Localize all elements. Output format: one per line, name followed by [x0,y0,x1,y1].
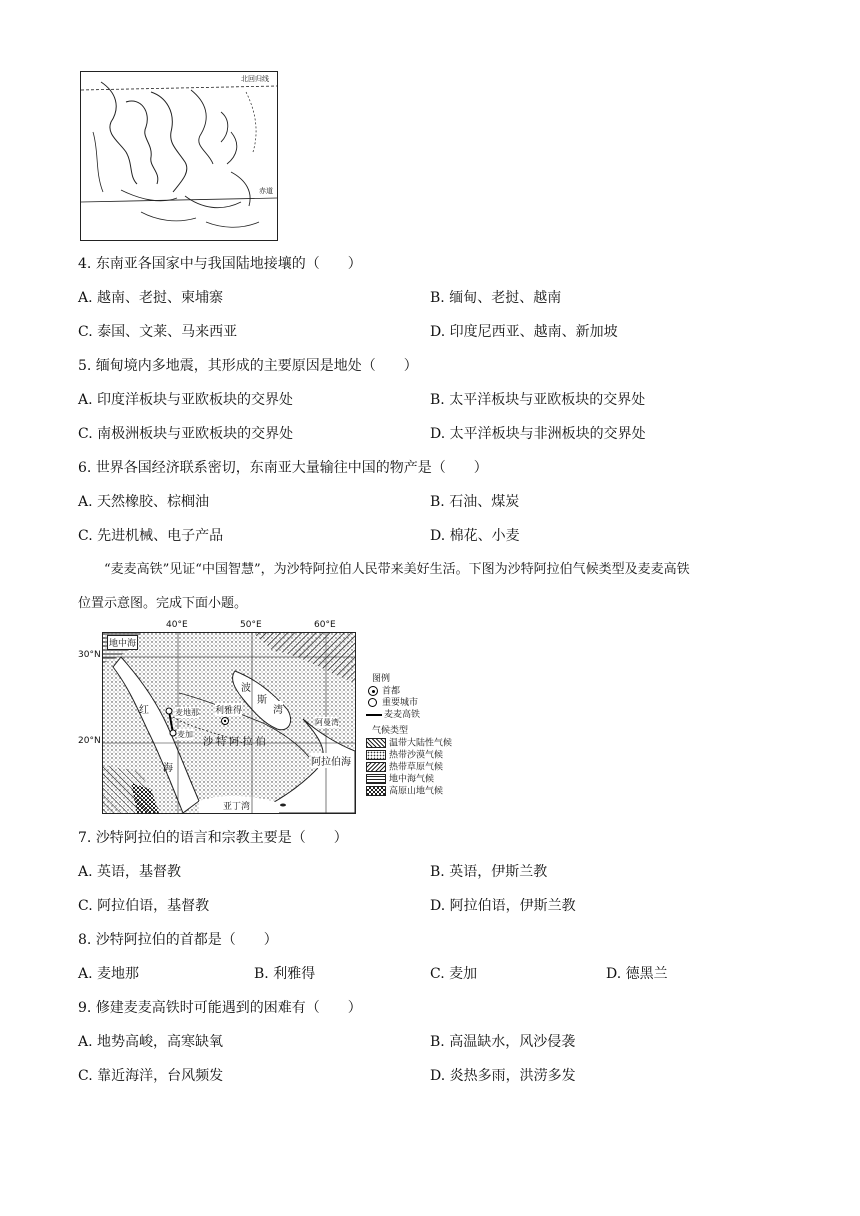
question-8-option-a: A. 麦地那 [78,966,140,982]
intro-line-1: “麦麦高铁”见证“中国智慧”，为沙特阿拉伯人民带来美好生活。下图为沙特阿拉伯气候类型及麦麦高铁 [104,562,690,577]
question-7-option-b: B. 英语，伊斯兰教 [430,864,548,880]
question-8: 8. 沙特阿拉伯的首都是（ ） [78,932,278,948]
label-mediterranean: 地中海 [107,635,138,650]
label-red-sea-2: 海 [163,763,173,774]
question-7-option-d: D. 阿拉伯语，伊斯兰教 [430,898,576,914]
question-8-option-d: D. 德黑兰 [606,966,668,982]
label-gulf-1: 波 [241,679,251,694]
question-8-option-c: C. 麦加 [430,966,478,982]
railway-line-icon [366,714,382,716]
label-red-sea-1: 红 [139,705,149,716]
question-6-option-d: D. 棉花、小麦 [430,528,520,544]
climate-title: 气候类型 [372,726,409,736]
checker-pattern-icon [366,786,386,796]
legend-highland: 高原山地气候 [366,786,443,798]
question-9-option-d: D. 炎热多雨，洪涝多发 [430,1068,576,1084]
lon-label-40: 40°E [166,620,188,630]
southeast-asia-map [80,71,278,241]
label-oman-gulf: 阿曼湾 [315,718,339,727]
southeast-asia-map-drawing [81,72,277,240]
question-9: 9. 修建麦麦高铁时可能遇到的困难有（ ） [78,1000,362,1016]
label-gulf-3: 湾 [273,701,283,716]
question-6: 6. 世界各国经济联系密切，东南亚大量输往中国的物产是（ ） [78,460,488,476]
lon-label-50: 50°E [240,620,262,630]
label-arabian-sea: 阿拉伯海 [311,753,351,768]
question-7-option-a: A. 英语，基督教 [78,864,182,880]
question-5-option-b: B. 太平洋板块与亚欧板块的交界处 [430,392,646,408]
label-mecca: 麦加 [177,730,193,739]
question-9-option-a: A. 地势高峻，高寒缺氧 [78,1034,224,1050]
lon-label-60: 60°E [314,620,336,630]
tropic-label: 北回归线 [241,75,269,83]
intro-line-2: 位置示意图。完成下面小题。 [78,596,248,611]
question-5-option-a: A. 印度洋板块与亚欧板块的交界处 [78,392,294,408]
question-6-option-a: A. 天然橡胶、棕榈油 [78,494,210,510]
label-medina: 麦地那 [175,708,199,717]
question-5-option-c: C. 南极洲板块与亚欧板块的交界处 [78,426,294,442]
lat-label-20: 20°N [78,736,101,746]
capital-symbol-icon [368,686,378,696]
legend-tropical-savanna: 热带草原气候 [366,762,443,774]
question-9-option-c: C. 靠近海洋，台风频发 [78,1068,224,1084]
saudi-arabia-map [102,632,356,814]
question-4-option-a: A. 越南、老挝、柬埔寨 [78,290,224,306]
question-6-option-b: B. 石油、煤炭 [430,494,520,510]
reverse-hatch-icon [366,762,386,772]
question-5: 5. 缅甸境内多地震，其形成的主要原因是地处（ ） [78,358,418,374]
question-5-option-d: D. 太平洋板块与非洲板块的交界处 [430,426,646,442]
equator-label: 赤道 [259,187,273,195]
question-4-option-b: B. 缅甸、老挝、越南 [430,290,562,306]
legend-title: 图例 [372,674,391,684]
question-6-option-c: C. 先进机械、电子产品 [78,528,224,544]
legend-temperate-continental: 温带大陆性气候 [366,738,452,750]
legend-railway: 麦麦高铁 [366,710,420,721]
diagonal-hatch-icon [366,738,386,748]
question-9-option-b: B. 高温缺水，风沙侵袭 [430,1034,576,1050]
legend-tropical-desert: 热带沙漠气候 [366,750,443,762]
city-symbol-icon [368,698,377,707]
label-saudi-arabia: 沙 特 阿 拉 伯 [203,737,266,748]
question-7: 7. 沙特阿拉伯的语言和宗教主要是（ ） [78,830,348,846]
question-4: 4. 东南亚各国家中与我国陆地接壤的（ ） [78,256,362,272]
question-4-option-c: C. 泰国、文莱、马来西亚 [78,324,238,340]
legend-mediterranean: 地中海气候 [366,774,434,786]
horizontal-stripe-icon [366,774,386,784]
legend-capital: 首都 [368,686,400,698]
legend-city: 重要城市 [368,698,418,709]
label-riyadh: 利雅得 [215,703,242,716]
label-gulf-of-aden: 亚丁湾 [223,799,250,812]
question-7-option-c: C. 阿拉伯语，基督教 [78,898,210,914]
lat-label-30: 30°N [78,650,101,660]
map-legend [366,674,470,814]
label-gulf-2: 斯 [257,691,267,706]
question-4-option-d: D. 印度尼西亚、越南、新加坡 [430,324,618,340]
saudi-map-figure [78,618,470,814]
dotted-pattern-icon [366,750,386,760]
question-8-option-b: B. 利雅得 [254,966,316,982]
